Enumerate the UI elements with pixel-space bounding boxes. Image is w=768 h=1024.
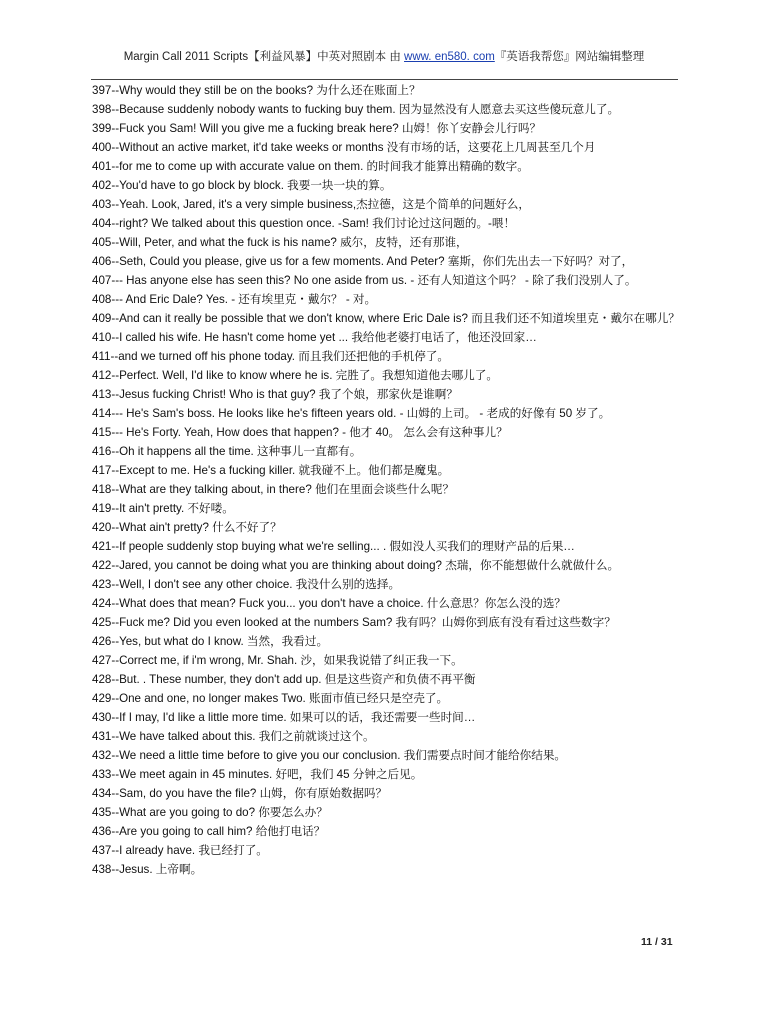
script-line: 425--Fuck me? Did you even looked at the numbers Sam? 我有吗？山姆你到底有没有看过这些数字？	[92, 616, 616, 629]
header-divider	[91, 79, 678, 80]
document-header	[0, 48, 768, 64]
script-line: 427--Correct me, if i'm wrong, Mr. Shah. 沙，如果我说错了纠正我一下。	[92, 654, 463, 667]
script-line: 430--If I may, I'd like a little more time. 如果可以的话，我还需要一些时间…	[92, 711, 476, 724]
script-lines	[92, 81, 682, 879]
script-line: 402--You'd have to go block by block. 我要一块一块的算。	[92, 179, 392, 192]
script-line: 431--We have talked about this. 我们之前就谈过这个。	[92, 730, 375, 743]
script-line: 426--Yes, but what do I know. 当然，我看过。	[92, 635, 329, 648]
script-line: 397--Why would they still be on the books? 为什么还在账面上？	[92, 84, 421, 97]
header-suffix: 『英语我帮您』网站编辑整理	[494, 51, 645, 63]
script-line: 413--Jesus fucking Christ! Who is that guy? 我了个娘，那家伙是谁啊？	[92, 388, 458, 401]
script-line: 433--We meet again in 45 minutes. 好吧，我们 45 分钟之后见。	[92, 768, 423, 781]
script-line: 424--What does that mean? Fuck you... you don't have a choice. 什么意思？你怎么没的选？	[92, 597, 566, 610]
header-title: Margin Call 2011 Scripts【利益风暴】中英对照剧本 由	[123, 51, 401, 63]
script-line: 421--If people suddenly stop buying what we're selling... . 假如没人买我们的理财产品的后果…	[92, 540, 575, 553]
script-line: 434--Sam, do you have the file? 山姆，你有原始数据吗？	[92, 787, 388, 800]
script-line: 404--right? We talked about this question once. -Sam! 我们讨论过这问题的。-喂！	[92, 217, 516, 230]
script-line: 406--Seth, Could you please, give us for a few moments. And Peter? 塞斯，你们先出去一下好吗？对了，	[92, 255, 634, 268]
script-line: 435--What are you going to do? 你要怎么办？	[92, 806, 328, 819]
script-line: 398--Because suddenly nobody wants to fucking buy them. 因为显然没有人愿意去买这些傻玩意儿了。	[92, 103, 620, 116]
script-line: 422--Jared, you cannot be doing what you are thinking about doing? 杰瑞，你不能想做什么就做什么。	[92, 559, 620, 572]
script-line: 401--for me to come up with accurate value on them. 的时间我才能算出精确的数字。	[92, 160, 529, 173]
script-line: 414--- He's Sam's boss. He looks like he's fifteen years old. - 山姆的上司。 - 老成的好像有 50 岁了。	[92, 407, 611, 420]
script-line: 423--Well, I don't see any other choice. 我没什么别的选择。	[92, 578, 401, 591]
script-line: 437--I already have. 我已经打了。	[92, 844, 268, 857]
script-line: 438--Jesus. 上帝啊。	[92, 863, 203, 876]
script-line: 403--Yeah. Look, Jared, it's a very simple business,杰拉德，这是个简单的问题好么，	[92, 198, 530, 211]
script-line: 418--What are they talking about, in there? 他们在里面会谈些什么呢？	[92, 483, 455, 496]
script-line: 416--Oh it happens all the time. 这种事儿一直都有。	[92, 445, 362, 458]
script-line: 415--- He's Forty. Yeah, How does that happen? - 他才 40。 怎么会有这种事儿？	[92, 426, 508, 439]
script-line: 408--- And Eric Dale? Yes. - 还有埃里克・戴尔？ - 对。	[92, 293, 377, 306]
script-line: 428--But. . These number, they don't add up. 但是这些资产和负债不再平衡	[92, 673, 476, 686]
script-line: 420--What ain't pretty? 什么不好了？	[92, 521, 282, 534]
script-line: 400--Without an active market, it'd take weeks or months 没有市场的话，这要花上几周甚至几个月	[92, 141, 596, 154]
script-line: 436--Are you going to call him? 给他打电话？	[92, 825, 326, 838]
script-line: 419--It ain't pretty. 不好喽。	[92, 502, 234, 515]
script-line: 410--I called his wife. He hasn't come home yet ... 我给他老婆打电话了，他还没回家…	[92, 331, 537, 344]
page-number: 11 / 31	[641, 936, 673, 948]
script-line: 429--One and one, no longer makes Two. 账面市值已经只是空壳了。	[92, 692, 449, 705]
script-line: 407--- Has anyone else has seen this? No one aside from us. - 还有人知道这个吗？ - 除了我们没别人了。	[92, 274, 637, 287]
script-line: 412--Perfect. Well, I'd like to know where he is. 完胜了。我想知道他去哪儿了。	[92, 369, 498, 382]
script-line: 432--We need a little time before to give you our conclusion. 我们需要点时间才能给你结果。	[92, 749, 567, 762]
script-line: 417--Except to me. He's a fucking killer. 就我碰不上。他们都是魔鬼。	[92, 464, 450, 477]
script-line: 409--And can it really be possible that we don't know, where Eric Dale is? 而且我们还不知道埃里克・戴尔在哪儿？	[92, 312, 680, 325]
script-line: 405--Will, Peter, and what the fuck is his name? 威尔，皮特，还有那谁，	[92, 236, 468, 249]
script-line: 399--Fuck you Sam! Will you give me a fucking break here? 山姆！你丫安静会儿行吗？	[92, 122, 542, 135]
website-link[interactable]: www. en580. com	[404, 51, 495, 63]
script-line: 411--and we turned off his phone today. 而且我们还把他的手机停了。	[92, 350, 449, 363]
